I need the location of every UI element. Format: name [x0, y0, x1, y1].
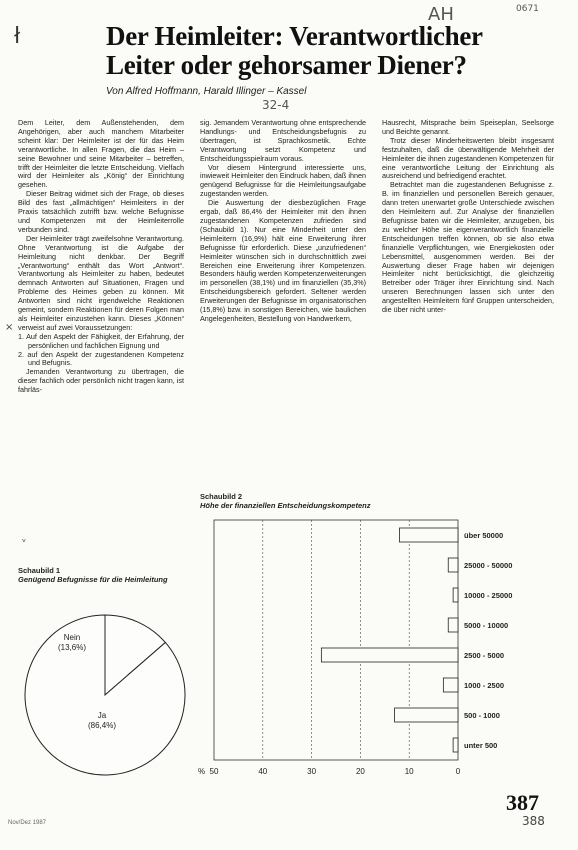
handwritten-margin-mark: ł — [14, 24, 21, 49]
bar — [448, 618, 458, 632]
pie-chart — [20, 610, 190, 780]
article-authors: Von Alfred Hoffmann, Harald Illinger – Kassel — [106, 86, 307, 97]
paragraph: Dieser Beitrag widmet sich der Frage, ob dieses Bild des fast „allmächtigen“ Heimleiters in der Praxis tatsächlich zutrifft bzw. welche Befugnisse und Kompetenzen mit der Heimleiterrolle verbunden sind. — [18, 189, 184, 234]
article-title — [106, 22, 566, 80]
handwritten-margin-mark: ᵥ — [22, 534, 27, 545]
paragraph: Jemanden Verantwortung zu übertragen, die dieser fachlich oder persönlich nicht tragen kann, ist fahrläs- — [18, 367, 184, 395]
category-label: 500 - 1000 — [464, 711, 500, 720]
text-column-2 — [200, 119, 366, 324]
x-tick-label: 20 — [355, 767, 365, 776]
x-tick-label: 10 — [404, 767, 414, 776]
x-tick-label: 0 — [455, 767, 461, 776]
figure-2-label: Schaubild 2 — [200, 492, 243, 501]
x-unit-label: % — [198, 767, 206, 776]
pie-value-label: (13,6%) — [57, 643, 87, 652]
list-item: 1. Auf den Aspekt der Fähigkeit, der Erfahrung, der persönlichen und fachlichen Eignung und — [18, 331, 184, 350]
bar — [443, 678, 458, 692]
paragraph: sig. Jemandem Verantwortung ohne entsprechende Handlungs- und Entscheidungsbefugnis zu übertragen, ist Sprachkosmetik. Echte Verantwortung setzt Kompetenz und Entscheidungsspielraum voraus. — [200, 118, 366, 163]
category-label: 25000 - 50000 — [464, 561, 513, 570]
bar — [448, 558, 458, 572]
handwritten-code: 32-4 — [262, 98, 290, 112]
pie-label: Nein — [63, 633, 81, 642]
bar — [453, 738, 458, 752]
bar — [395, 708, 458, 722]
pie-value-label: (86,4%) — [87, 721, 117, 730]
pie-label: Ja — [97, 711, 107, 720]
x-tick-label: 30 — [307, 767, 317, 776]
category-label: unter 500 — [464, 741, 498, 750]
footer-issue: Nov/Dez 1987 — [8, 820, 47, 826]
paragraph: Vor diesem Hintergrund interessierte uns, inwieweit Heimleiter den Eindruck haben, daß ihnen genügend Befugnisse für die Heimleitungsaufgabe zugestanden werden. — [200, 162, 366, 199]
paragraph: Trotz dieser Minderheitswerten bleibt insgesamt festzuhalten, daß die überwältigende Mehrheit der Heimleiter die ihnen zugestandenen Kompetenzen für eine verantwortliche Leitung der Einrichtung als ausreichend und befriedigend erachtet. — [382, 135, 554, 181]
text-column-3 — [382, 119, 554, 315]
figure-1-subtitle: Genügend Befugnisse für die Heimleitung — [18, 575, 168, 584]
x-tick-label: 50 — [209, 767, 219, 776]
figure-2-caption — [200, 492, 560, 510]
bar-chart — [196, 516, 572, 780]
category-label: 5000 - 10000 — [464, 621, 509, 630]
bar — [453, 588, 458, 602]
category-label: 10000 - 25000 — [464, 591, 513, 600]
bar — [399, 528, 458, 542]
title-line-2: Leiter oder gehorsamer Diener? — [106, 50, 467, 80]
paragraph: Betrachtet man die zugestandenen Befugnisse z. B. im finanziellen und personellen Bereich genauer, dann treten unerwartet große Unterschiede zwischen den Heimleitern auf. Zur Analyse der finanziellen Befugnisse baten wir die Heimleiter, anzugeben, bis zu welcher Höhe sie eigenverantwortlich finanzielle Entscheidungen treffen können, ob sie also etwa finanzielle Verpflichtungen, wie Energiekosten oder Lebensmittel, ausgenommen werden. Bei der Auswertung dieser Frage haben wir dejenigen Heimleiter nicht berücksichtigt, die gleichzeitig Betreiber oder Träger ihrer Einrichtung sind. Nach unseren Berechnungen lassen sich unter den angestellten Heimleitern fünf Gruppen unterscheiden, die über nicht unter- — [382, 180, 554, 315]
page-number: 387 — [506, 790, 539, 815]
handwritten-initials: AH — [428, 4, 454, 25]
paragraph: Dem Leiter, dem Außenstehenden, dem Angehörigen, aber auch manchem Mitarbeiter scheint klar: Der Heimleiter ist der für das Heim verantwortliche. In allen Fragen, die das Heim – seine Bewohner und seine Mitarbeiter – betreffen, trifft der Heimleiter die letzte Entscheidung. Vielfach wird der Heimleiter als „König“ der Einrichtung gesehen. — [18, 118, 184, 190]
figure-2-subtitle: Höhe der finanziellen Entscheidungskompetenz — [200, 501, 371, 510]
figure-1-caption — [18, 566, 188, 584]
x-tick-label: 40 — [258, 767, 268, 776]
paragraph: Hausrecht, Mitsprache beim Speiseplan, Seelsorge und Beichte genannt. — [382, 118, 554, 136]
bar — [321, 648, 458, 662]
figure-1-label: Schaubild 1 — [18, 566, 61, 575]
handwritten-page-number: 388 — [522, 814, 545, 828]
category-label: 2500 - 5000 — [464, 651, 505, 660]
title-line-1: Der Heimleiter: Verantwortlicher — [106, 21, 483, 51]
category-label: über 50000 — [464, 531, 504, 540]
handwritten-margin-mark: × — [5, 322, 14, 333]
paragraph: Die Auswertung der diesbezüglichen Frage ergab, daß 86,4% der Heimleiter mit den ihnen zugestandenen Kompetenzen zufrieden sind (Schaubild 1). Nur eine Minderheit unter den Heimleitern (16,9%) hält eine Erweiterung ihrer Befugnisse für erforderlich. Diese „unzufriedenen“ Heimleiter wünschen sich in durchschnittlich zwei Bereichen eine Erweiterung ihrer Kompetenzen. Besonders häufig werden Kompetenzerweiterungen im personellen (38,1%) und im finanziellen (35,3%) Entscheidungsbereich gefordert. Seltener werden Erweiterungen der Befugnisse im organisatorischen (15,8%) bzw. in sonstigen Bereichen, wie baulichen Angelegenheiten, Bestellung von Handwerkern, — [200, 198, 366, 323]
list-item: 2. auf den Aspekt der zugestandenen Kompetenz und Befugnis. — [18, 349, 184, 368]
plot-frame — [214, 520, 458, 760]
handwritten-number: 0671 — [516, 4, 539, 14]
paragraph: Der Heimleiter trägt zweifelsohne Verantwortung. Ohne Verantwortung ist die Aufgabe der Heimleitung nicht denkbar. Der Begriff „Verantwortung“ enthält das Wort „Antwort“. Verantwortung als Heimleiter zu haben, bedeutet demnach Antworten auf Situationen, Fragen und Probleme des Heimes geben zu können. Mit Antworten sind nicht irgendwelche Reaktionen gemeint, sondern Reaktionen für deren Folgen man als Heimleiter einzustehen kann. Dieses „Können“ verweist auf zwei Voraussetzungen: — [18, 233, 184, 332]
category-label: 1000 - 2500 — [464, 681, 505, 690]
text-column-1 — [18, 119, 184, 395]
